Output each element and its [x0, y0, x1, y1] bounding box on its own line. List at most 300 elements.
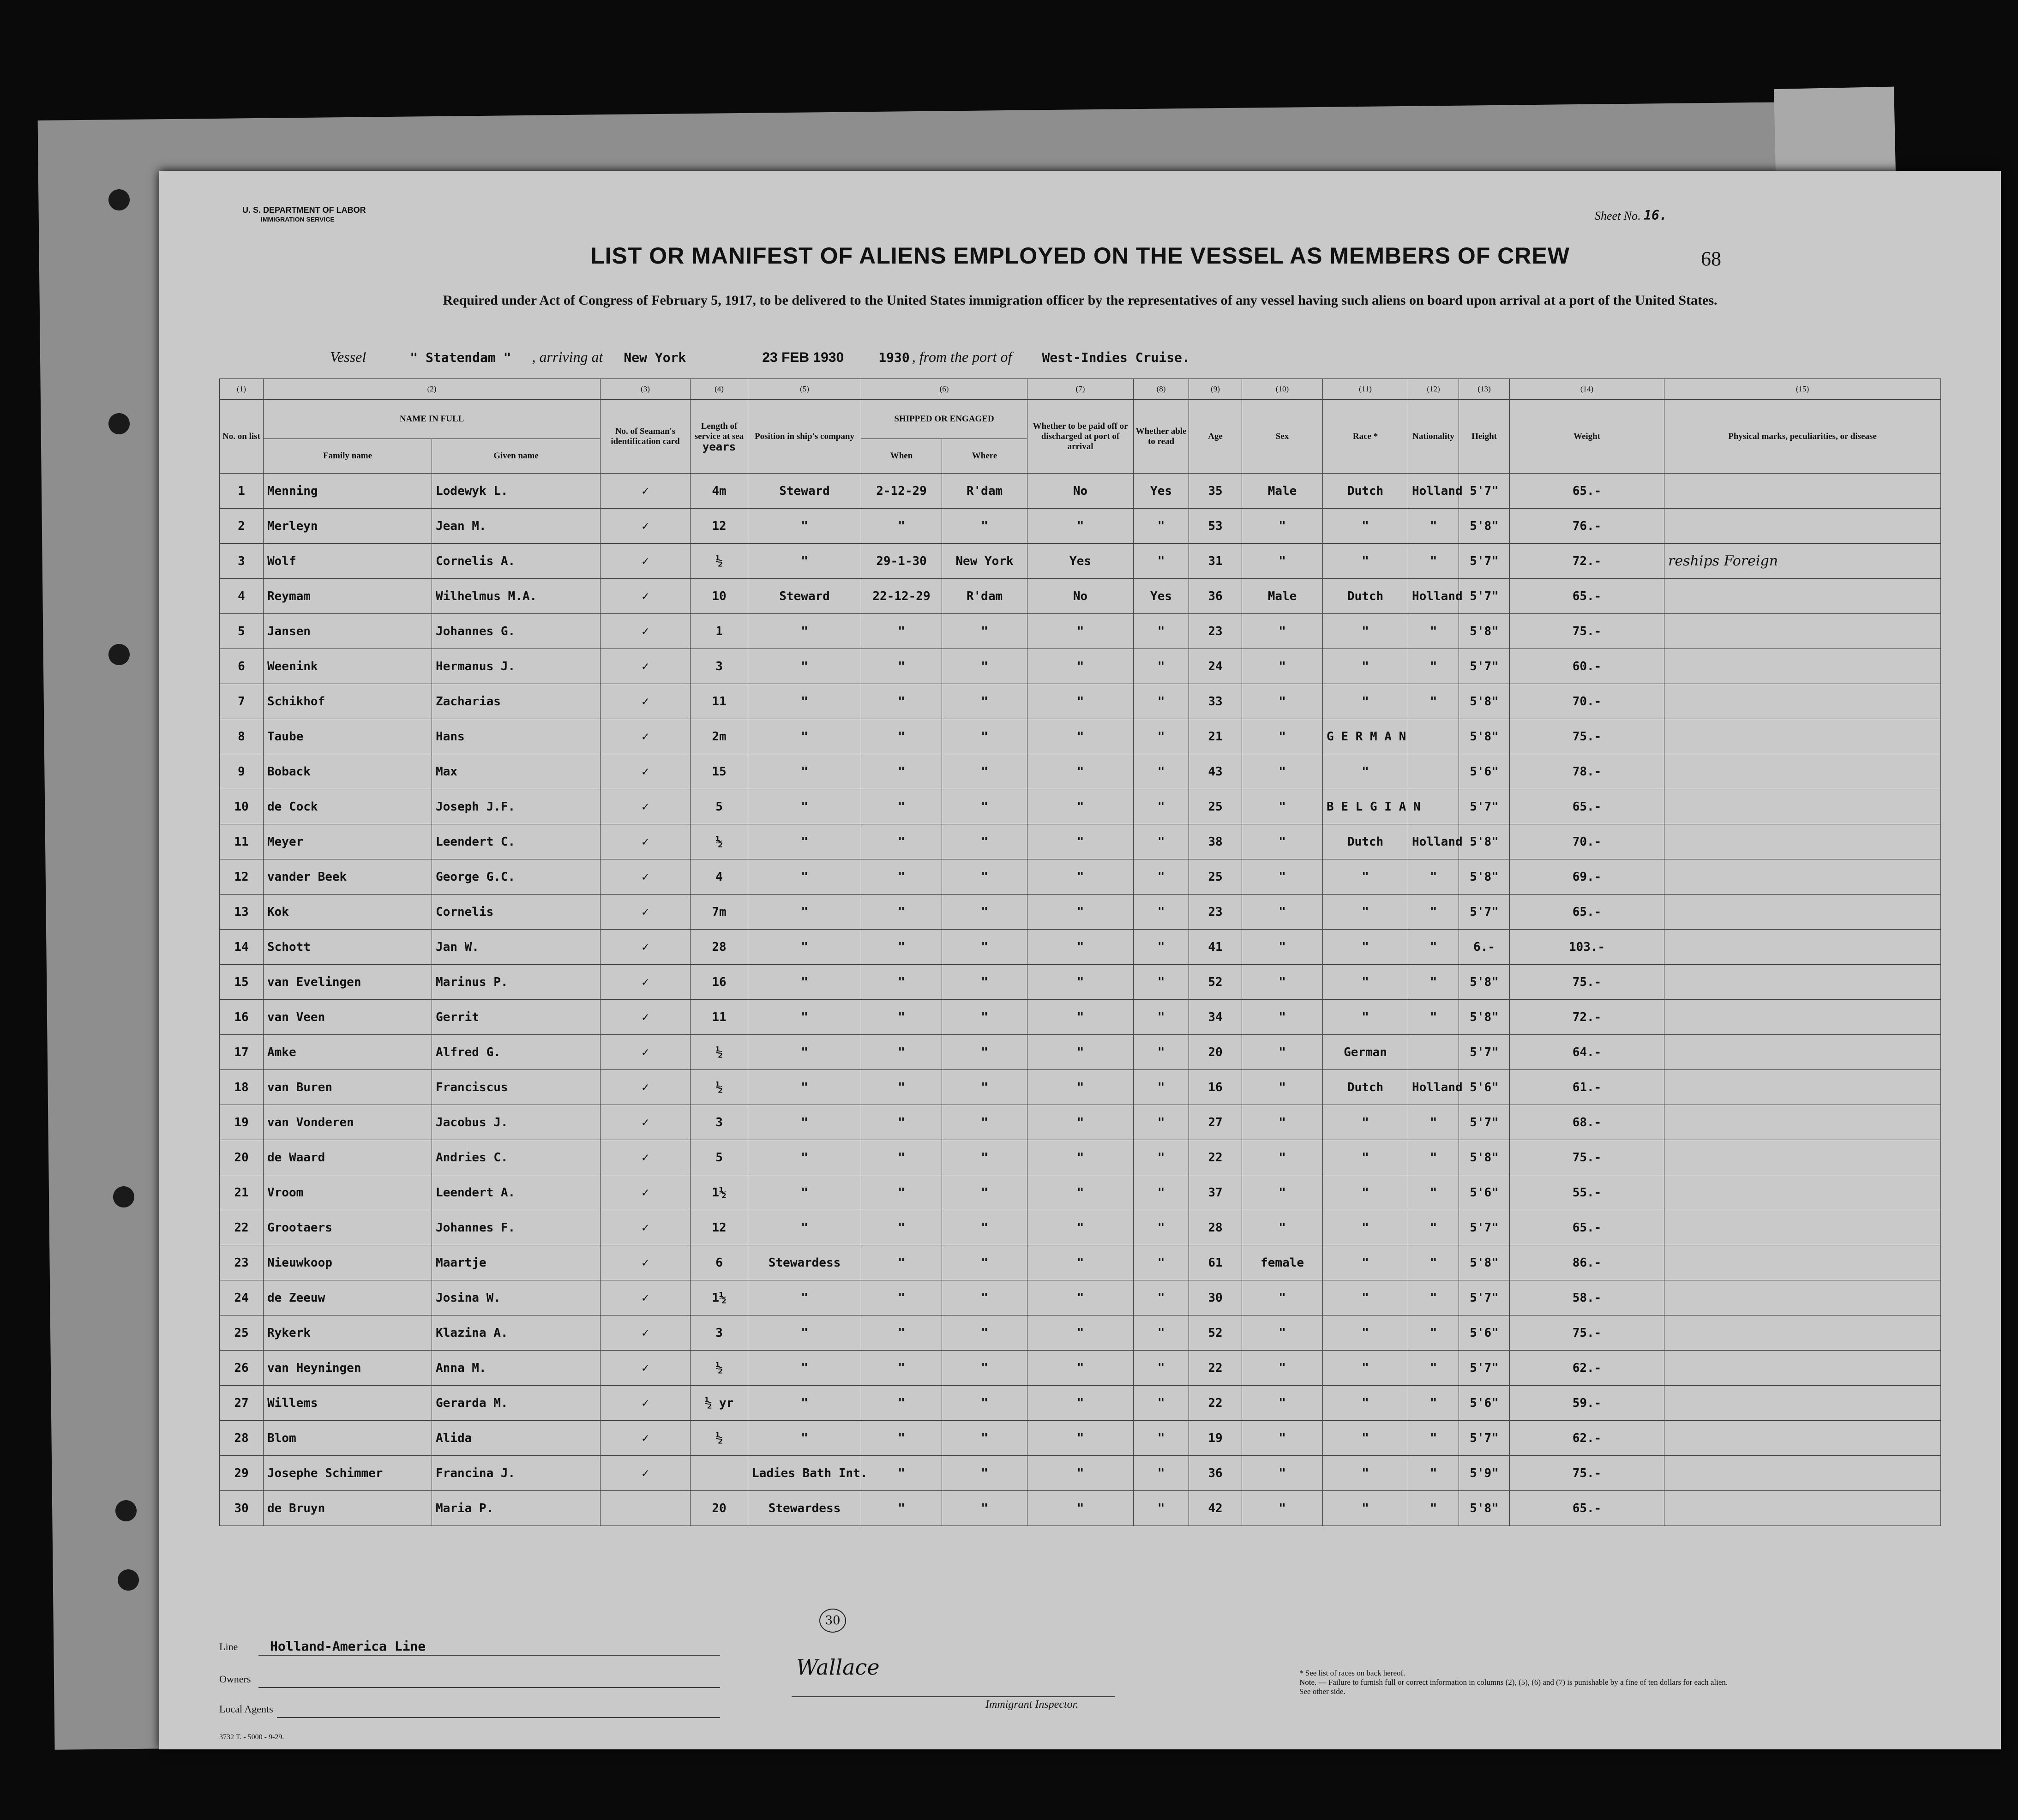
physical-marks [1664, 1351, 1941, 1386]
weight: 72.- [1510, 1000, 1664, 1035]
col-no-on-list: No. on list [220, 400, 264, 474]
family-name: Nieuwkoop [264, 1245, 432, 1280]
shipped-where: " [942, 930, 1027, 965]
paid-off: Yes [1027, 544, 1134, 579]
col-num: (12) [1408, 379, 1459, 400]
age: 53 [1189, 509, 1242, 544]
total-circled: 30 [819, 1609, 846, 1633]
id-card-check: ✓ [601, 1070, 691, 1105]
weight: 75.- [1510, 719, 1664, 754]
race: " [1323, 1491, 1408, 1526]
age: 33 [1189, 684, 1242, 719]
sex: " [1242, 544, 1323, 579]
position: " [748, 1070, 861, 1105]
weight: 65.- [1510, 474, 1664, 509]
nationality: " [1408, 544, 1459, 579]
weight: 75.- [1510, 1456, 1664, 1491]
family-name: Jansen [264, 614, 432, 649]
age: 61 [1189, 1245, 1242, 1280]
shipped-when: " [861, 1070, 942, 1105]
id-card-check: ✓ [601, 1421, 691, 1456]
shipped-where: " [942, 1315, 1027, 1351]
height: 5'7" [1459, 649, 1510, 684]
row-number: 1 [220, 474, 264, 509]
sex: " [1242, 1035, 1323, 1070]
shipped-where: " [942, 1245, 1027, 1280]
race: " [1323, 1245, 1408, 1280]
note-races: * See list of races on back hereof. [1299, 1669, 1405, 1677]
id-card-check: ✓ [601, 1000, 691, 1035]
id-card-check: ✓ [601, 684, 691, 719]
physical-marks: reships Foreign [1664, 544, 1941, 579]
shipped-where: " [942, 1351, 1027, 1386]
table-row [220, 474, 1941, 509]
physical-marks [1664, 509, 1941, 544]
weight: 75.- [1510, 1315, 1664, 1351]
position: " [748, 1280, 861, 1315]
table-row [220, 1000, 1941, 1035]
nationality: " [1408, 1140, 1459, 1175]
able-to-read: " [1134, 1280, 1189, 1315]
row-number: 27 [220, 1386, 264, 1421]
able-to-read: " [1134, 1210, 1189, 1245]
origin-port: West-Indies Cruise. [1042, 350, 1190, 365]
table-row [220, 649, 1941, 684]
height: 5'7" [1459, 1280, 1510, 1315]
col-given-name: Given name [432, 439, 601, 474]
paid-off: " [1027, 1491, 1134, 1526]
nationality: " [1408, 1386, 1459, 1421]
position: Ladies Bath Int. [748, 1456, 861, 1491]
able-to-read: " [1134, 544, 1189, 579]
position: " [748, 965, 861, 1000]
id-card-check: ✓ [601, 789, 691, 824]
paid-off: " [1027, 859, 1134, 895]
race: B E L G I A N [1323, 789, 1408, 824]
col-num: (7) [1027, 379, 1134, 400]
paid-off: " [1027, 509, 1134, 544]
able-to-read: Yes [1134, 579, 1189, 614]
height: 5'7" [1459, 1421, 1510, 1456]
physical-marks [1664, 649, 1941, 684]
weight: 64.- [1510, 1035, 1664, 1070]
paid-off: No [1027, 474, 1134, 509]
race: " [1323, 1000, 1408, 1035]
row-number: 15 [220, 965, 264, 1000]
row-number: 14 [220, 930, 264, 965]
col-num: (11) [1323, 379, 1408, 400]
weight: 65.- [1510, 895, 1664, 930]
given-name: Johannes F. [432, 1210, 601, 1245]
nationality [1408, 719, 1459, 754]
height: 5'7" [1459, 789, 1510, 824]
weight: 70.- [1510, 684, 1664, 719]
age: 24 [1189, 649, 1242, 684]
sex: " [1242, 614, 1323, 649]
family-name: Willems [264, 1386, 432, 1421]
nationality: " [1408, 1105, 1459, 1140]
binder-hole [108, 189, 130, 210]
length-of-service: ½ [691, 824, 748, 859]
shipped-when: 29-1-30 [861, 544, 942, 579]
binder-hole [113, 1186, 134, 1207]
family-name: Schott [264, 930, 432, 965]
shipped-where: " [942, 614, 1027, 649]
age: 20 [1189, 1035, 1242, 1070]
height: 5'7" [1459, 1105, 1510, 1140]
sex: " [1242, 1070, 1323, 1105]
weight: 60.- [1510, 649, 1664, 684]
age: 23 [1189, 614, 1242, 649]
family-name: Rykerk [264, 1315, 432, 1351]
given-name: Andries C. [432, 1140, 601, 1175]
family-name: vander Beek [264, 859, 432, 895]
table-row [220, 1035, 1941, 1070]
shipped-where: " [942, 509, 1027, 544]
sex: " [1242, 1175, 1323, 1210]
physical-marks [1664, 614, 1941, 649]
family-name: Reymam [264, 579, 432, 614]
physical-marks [1664, 965, 1941, 1000]
col-shipped-engaged: SHIPPED OR ENGAGED [861, 400, 1027, 439]
able-to-read: " [1134, 1456, 1189, 1491]
col-sex: Sex [1242, 400, 1323, 474]
nationality: " [1408, 649, 1459, 684]
height: 5'7" [1459, 895, 1510, 930]
col-num: (4) [691, 379, 748, 400]
binder-hole [115, 1500, 137, 1521]
column-number-row [220, 379, 1941, 400]
id-card-check: ✓ [601, 965, 691, 1000]
age: 41 [1189, 930, 1242, 965]
family-name: Boback [264, 754, 432, 789]
id-card-check: ✓ [601, 1035, 691, 1070]
table-row [220, 965, 1941, 1000]
arrival-year: 1930 [878, 350, 910, 365]
length-of-service: 7m [691, 895, 748, 930]
row-number: 29 [220, 1456, 264, 1491]
id-card-check: ✓ [601, 1456, 691, 1491]
race: German [1323, 1035, 1408, 1070]
weight: 65.- [1510, 1210, 1664, 1245]
given-name: Gerarda M. [432, 1386, 601, 1421]
sex: " [1242, 859, 1323, 895]
length-of-service: 4m [691, 474, 748, 509]
table-row [220, 1491, 1941, 1526]
physical-marks [1664, 1140, 1941, 1175]
nationality [1408, 754, 1459, 789]
paid-off: " [1027, 1070, 1134, 1105]
age: 34 [1189, 1000, 1242, 1035]
age: 52 [1189, 1315, 1242, 1351]
length-of-service: ½ [691, 1035, 748, 1070]
family-name: van Evelingen [264, 965, 432, 1000]
row-number: 26 [220, 1351, 264, 1386]
race: " [1323, 1105, 1408, 1140]
weight: 70.- [1510, 824, 1664, 859]
height: 5'6" [1459, 1070, 1510, 1105]
shipped-where: " [942, 1491, 1027, 1526]
able-to-read: " [1134, 684, 1189, 719]
col-num: (5) [748, 379, 861, 400]
height: 6.- [1459, 930, 1510, 965]
agents-label: Local Agents [219, 1703, 273, 1715]
weight: 62.- [1510, 1421, 1664, 1456]
nationality: " [1408, 1491, 1459, 1526]
length-of-service: 11 [691, 1000, 748, 1035]
given-name: Hermanus J. [432, 649, 601, 684]
family-name: Menning [264, 474, 432, 509]
family-name: de Cock [264, 789, 432, 824]
shipped-where: " [942, 649, 1027, 684]
given-name: Jacobus J. [432, 1105, 601, 1140]
age: 43 [1189, 754, 1242, 789]
given-name: George G.C. [432, 859, 601, 895]
id-card-check: ✓ [601, 1315, 691, 1351]
note-penalty: Note. — Failure to furnish full or correct information in columns (2), (5), (6) and (7) is punishable by a fine of ten dollars for each alien. See other side. [1299, 1678, 1728, 1696]
shipped-when: " [861, 509, 942, 544]
position: " [748, 789, 861, 824]
age: 42 [1189, 1491, 1242, 1526]
id-card-check: ✓ [601, 509, 691, 544]
length-of-service: 3 [691, 649, 748, 684]
length-of-service: 10 [691, 579, 748, 614]
given-name: Jan W. [432, 930, 601, 965]
given-name: Marinus P. [432, 965, 601, 1000]
nationality: " [1408, 1315, 1459, 1351]
crew-manifest-table [219, 378, 1941, 1526]
physical-marks [1664, 895, 1941, 930]
shipped-where: New York [942, 544, 1027, 579]
able-to-read: " [1134, 789, 1189, 824]
shipped-where: R'dam [942, 579, 1027, 614]
race: Dutch [1323, 1070, 1408, 1105]
able-to-read: " [1134, 719, 1189, 754]
position: Steward [748, 474, 861, 509]
table-row [220, 1421, 1941, 1456]
height: 5'8" [1459, 1140, 1510, 1175]
table-row [220, 824, 1941, 859]
weight: 86.- [1510, 1245, 1664, 1280]
able-to-read: " [1134, 1175, 1189, 1210]
weight: 75.- [1510, 965, 1664, 1000]
sex: " [1242, 1421, 1323, 1456]
position: " [748, 544, 861, 579]
position: " [748, 754, 861, 789]
given-name: Maartje [432, 1245, 601, 1280]
paid-off: " [1027, 1105, 1134, 1140]
race: G E R M A N [1323, 719, 1408, 754]
able-to-read: " [1134, 1105, 1189, 1140]
physical-marks [1664, 1175, 1941, 1210]
family-name: Schikhof [264, 684, 432, 719]
physical-marks [1664, 1070, 1941, 1105]
paid-off: " [1027, 824, 1134, 859]
row-number: 5 [220, 614, 264, 649]
table-row [220, 1351, 1941, 1386]
table-row [220, 859, 1941, 895]
col-able-to-read: Whether able to read [1134, 400, 1189, 474]
paid-off: " [1027, 1456, 1134, 1491]
col-length-service [691, 400, 748, 474]
paid-off: " [1027, 1035, 1134, 1070]
row-number: 9 [220, 754, 264, 789]
paid-off: " [1027, 895, 1134, 930]
able-to-read: " [1134, 1035, 1189, 1070]
physical-marks [1664, 1456, 1941, 1491]
given-name: Leendert A. [432, 1175, 601, 1210]
position: " [748, 895, 861, 930]
sex: " [1242, 930, 1323, 965]
id-card-check: ✓ [601, 859, 691, 895]
given-name: Lodewyk L. [432, 474, 601, 509]
row-number: 16 [220, 1000, 264, 1035]
weight: 103.- [1510, 930, 1664, 965]
height: 5'6" [1459, 754, 1510, 789]
shipped-where: " [942, 1000, 1027, 1035]
age: 27 [1189, 1105, 1242, 1140]
physical-marks [1664, 1386, 1941, 1421]
physical-marks [1664, 474, 1941, 509]
nationality: " [1408, 895, 1459, 930]
shipped-when: " [861, 1245, 942, 1280]
row-number: 17 [220, 1035, 264, 1070]
race: " [1323, 614, 1408, 649]
shipped-when: " [861, 649, 942, 684]
age: 22 [1189, 1140, 1242, 1175]
race: Dutch [1323, 474, 1408, 509]
height: 5'7" [1459, 1035, 1510, 1070]
shipped-where: " [942, 1070, 1027, 1105]
weight: 61.- [1510, 1070, 1664, 1105]
race: " [1323, 509, 1408, 544]
family-name: de Waard [264, 1140, 432, 1175]
shipped-when: " [861, 1175, 942, 1210]
given-name: Klazina A. [432, 1315, 601, 1351]
binder-hole [118, 1569, 139, 1591]
height: 5'8" [1459, 1245, 1510, 1280]
paid-off: " [1027, 789, 1134, 824]
race: " [1323, 1386, 1408, 1421]
length-of-service: 16 [691, 965, 748, 1000]
row-number: 11 [220, 824, 264, 859]
given-name: Max [432, 754, 601, 789]
binder-hole [108, 413, 130, 434]
sex: " [1242, 1280, 1323, 1315]
family-name: Josephe Schimmer [264, 1456, 432, 1491]
height: 5'7" [1459, 474, 1510, 509]
height: 5'8" [1459, 859, 1510, 895]
family-name: Blom [264, 1421, 432, 1456]
able-to-read: " [1134, 754, 1189, 789]
nationality [1408, 1035, 1459, 1070]
nationality: " [1408, 1280, 1459, 1315]
height: 5'8" [1459, 684, 1510, 719]
height: 5'7" [1459, 579, 1510, 614]
able-to-read: " [1134, 1491, 1189, 1526]
shipped-where: " [942, 1175, 1027, 1210]
length-of-service: 15 [691, 754, 748, 789]
id-card-check: ✓ [601, 1245, 691, 1280]
height: 5'8" [1459, 719, 1510, 754]
race: " [1323, 1456, 1408, 1491]
given-name: Alfred G. [432, 1035, 601, 1070]
position: " [748, 1175, 861, 1210]
nationality: Holland [1408, 1070, 1459, 1105]
shipped-when: " [861, 1035, 942, 1070]
nationality: " [1408, 965, 1459, 1000]
sex: " [1242, 789, 1323, 824]
length-of-service: 5 [691, 789, 748, 824]
age: 37 [1189, 1175, 1242, 1210]
weight: 65.- [1510, 1491, 1664, 1526]
height: 5'8" [1459, 614, 1510, 649]
age: 31 [1189, 544, 1242, 579]
row-number: 10 [220, 789, 264, 824]
length-of-service: 1½ [691, 1280, 748, 1315]
shipped-when: " [861, 1351, 942, 1386]
table-row [220, 719, 1941, 754]
col-num: (1) [220, 379, 264, 400]
position: " [748, 509, 861, 544]
paid-off: " [1027, 1140, 1134, 1175]
shipped-when: " [861, 719, 942, 754]
family-name: Weenink [264, 649, 432, 684]
paid-off: " [1027, 614, 1134, 649]
owners-rule [258, 1687, 720, 1688]
height: 5'6" [1459, 1175, 1510, 1210]
length-unit: years [702, 440, 736, 453]
id-card-check: ✓ [601, 474, 691, 509]
col-when: When [861, 439, 942, 474]
nationality: Holland [1408, 474, 1459, 509]
race: Dutch [1323, 824, 1408, 859]
position: " [748, 1421, 861, 1456]
age: 25 [1189, 789, 1242, 824]
age: 38 [1189, 824, 1242, 859]
sheet-label: Sheet No. [1595, 209, 1641, 222]
from-label: , from the port of [912, 348, 1012, 365]
line-value: Holland-America Line [270, 1639, 426, 1654]
sex: " [1242, 719, 1323, 754]
table-row [220, 1386, 1941, 1421]
id-card-check: ✓ [601, 719, 691, 754]
paid-off: " [1027, 1315, 1134, 1351]
position: " [748, 1210, 861, 1245]
able-to-read: Yes [1134, 474, 1189, 509]
nationality: " [1408, 859, 1459, 895]
nationality: " [1408, 614, 1459, 649]
weight: 76.- [1510, 509, 1664, 544]
table-row [220, 789, 1941, 824]
shipped-where: " [942, 1456, 1027, 1491]
col-num: (15) [1664, 379, 1941, 400]
weight: 72.- [1510, 544, 1664, 579]
physical-marks [1664, 1035, 1941, 1070]
age: 23 [1189, 895, 1242, 930]
sheet-number-value: 16. [1644, 208, 1667, 223]
family-name: van Veen [264, 1000, 432, 1035]
able-to-read: " [1134, 859, 1189, 895]
position: " [748, 1315, 861, 1351]
sex: " [1242, 895, 1323, 930]
able-to-read: " [1134, 509, 1189, 544]
length-of-service: 20 [691, 1491, 748, 1526]
able-to-read: " [1134, 965, 1189, 1000]
row-number: 19 [220, 1105, 264, 1140]
position: Steward [748, 579, 861, 614]
able-to-read: " [1134, 1386, 1189, 1421]
